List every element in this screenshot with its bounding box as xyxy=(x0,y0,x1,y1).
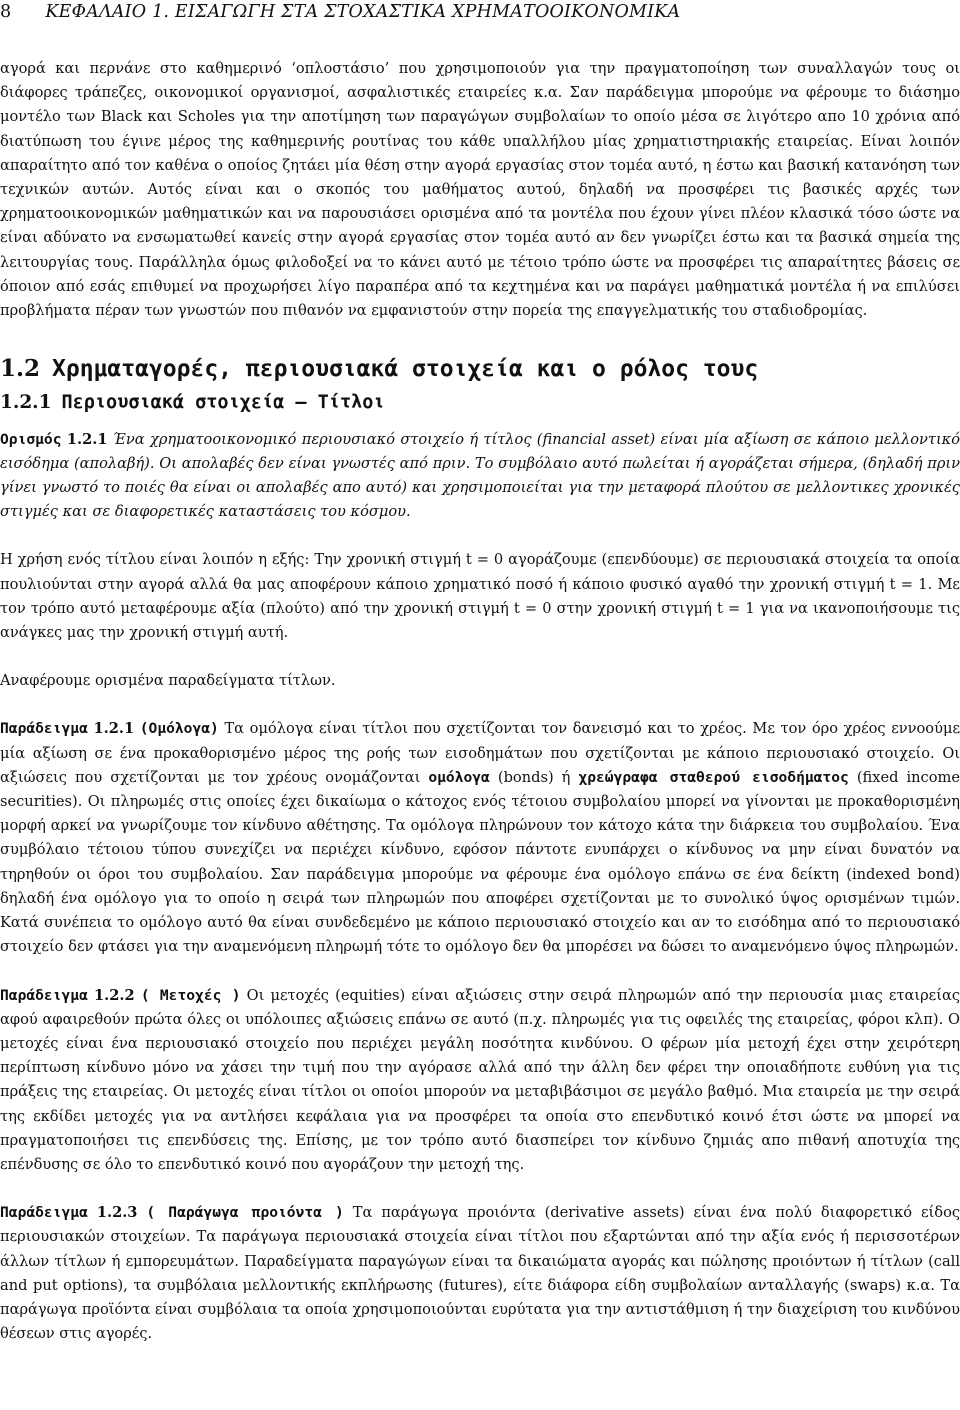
example-equities xyxy=(0,984,960,1178)
example-label: Παράδειγμα xyxy=(0,720,88,738)
example-text: Οι μετοχές (equities) είναι αξιώσεις στην σειρά πληρωμών από την περιουσία μιας εταιρείας αφού αφαιρεθούν πρώτα όλες οι υπόλοιπες αξιώσεις επάνω σε αυτό (π.χ. πληρωμές για τις οφειλές της εταιρείας, φόροι κλπ). Ο μετοχές είναι ένα περιουσιακό στοιχείο που περιέχει μεγάλη ποσότητα κινδύνου. Ο φέρων μία μετοχή έχει στην χειρότερη περίπτωση κίνδυνο μόνο να χάσει την τιμή που την αγόρασε αλλά από την άλλη δεν φέρει την οποιαδήποτε ευθύνη για τις πράξεις της εταιρείας. Οι μετοχές είναι τίτλοι οι οποίοι μπορούν να μεταβιβάσιμοι σε μεγάλο βαθμό. Μια εταιρεία με την σειρά της εκδίδει μετοχές για να αντλήσει κεφάλαια για να προσφέρει τα οποία στο επενδυτικό κοινό έτσι ώστε να μπορεί να πραγματοποιήσει τις επενδύσεις της. Επίσης, με τον τρόπο αυτό διασπείρει τον κίνδυνο ζημιάς απο πιθανή αποτυχία της επένδυσης σε όλο το επενδυτικό κοινό που αγοράζουν την μετοχή της. xyxy=(0,986,960,1173)
example-text: Τα ομόλογα είναι τίτλοι που σχετίζονται τον δανεισμό και το χρέος. Με τον όρο χρέος εννοούμε μία αξίωση σε ένα προκαθορισμένο μέρος της ροής των εισοδημάτων που σχετίζονται με κάποιο περιουσιακό στοιχείο. Οι αξιώσεις που σχετίζονται με τον χρέους ονομάζονται xyxy=(0,720,960,786)
page-body xyxy=(0,57,960,1346)
example-number: 1.2.2 xyxy=(94,986,135,1004)
definition-text: Ένα χρηματοοικονομικό περιουσιακό στοιχείο ή τίτλος (financial asset) είναι μία αξίωση σε κάποιο μελλοντικό εισόδημα (απολαβή). Οι απολαβές δεν είναι γνωστές από πριν. Το συμβόλαιο αυτό πωλείται ή αγοράζεται σήμερα, (δηλαδή πριν γίνει γνωστό το ποιές θα είναι οι απολαβές απο αυτό) και χρησιμοποιείται για την μεταφορά πλούτου σε μελλοντικες χρονικές στιγμές και σε διαφορετικές καταστάσεις του κόσμου. xyxy=(0,430,960,521)
intro-paragraph: αγορά και περνάνε στο καθημερινό ‘οπλοστάσιο’ που χρησιμοποιούν για την πραγματοποίηση των συναλλαγών τους οι διάφορες τράπεζες, οικονομικοί οργανισμοί, ασφαλιστικές εταιρείες κ.α. Σαν παράδειγμα μπορούμε να φέρουμε το διάσημο μοντέλο των Black και Scholes για την αποτίμηση των παραγώγων συμβολαίων το οποίο μέσα σε λιγότερο απο 10 χρόνια από διατύπωση του έγινε μέρος της καθημερινής ρουτίνας του κάθε υπαλλήλου μίας χρηματιστηριακής εταιρείας. Είναι λοιπόν απαραίτητο από τον καθένα ο οποίος ζητάει μία θέση στην αγορά εργασίας στον τομέα αυτό, η έστω και βασική κατανόηση των τεχνικών αυτών. Αυτός είναι και ο σκοπός του μαθήματος αυτού, δηλαδή να προσφέρει τις βασικές αρχές των χρηματοοικονομικών μαθηματικών και να παρουσιάσει ορισμένα από τα μοντέλα που έχουν γίνει πλέον κλασικά τόσο ώστε να είναι αδύνατο να ενσωματωθεί κανείς στην αγορά εργασίας στον τομέα αυτό αν δεν γνωρίζει έστω και τα βασικά σημεία της λειτουργίας τους. Παράλληλα όμως φιλοδοξεί να το κάνει αυτό με τέτοιο τρόπο ώστε να προσφέρει τις απαραίτητες βάσεις σε όποιον από εσάς επιθυμεί να προχωρήσει λίγο παραπέρα από τα κεχτημένα και να παράγει μαθηματικά μοντέλα ή να επιλύσει προβλήματα πέραν των γνωστών που πιθανόν να εμφανιστούν στην πορεία της επαγγελματικής του σταδιοδρομίας. xyxy=(0,60,960,320)
example-bonds xyxy=(0,717,960,959)
definition-number: 1.2.1 xyxy=(66,430,108,448)
chapter-title: ΚΕΦΑΛΑΙΟ 1. ΕΙΣΑΓΩΓΗ ΣΤΑ ΣΤΟΧΑΣΤΙΚΑ ΧΡΗΜΑΤΟΟΙΚΟΝΟΜΙΚΑ xyxy=(45,2,681,22)
subsection-heading xyxy=(0,391,960,415)
example-text: (bonds) ή xyxy=(497,768,571,786)
definition-label: Ορισμός xyxy=(0,430,62,448)
example-text: (fixed income securities). Οι πληρωμές στις οποίες έχει δικαίωμα ο κάτοχος ενός τέτοιου συμβολαίου μπορεί να γίνονται με προκαθορισμένη μορφή αρκεί να γνωρίζουμε τον κίνδυνο αθέτησης. Τα ομόλογα πληρώνουν τον κάτοχο κάτα την διάρκεια του συμβολαίου. Ένα συμβόλαιο τέτοιου τύπου συνεχίζει να περιέχει κίνδυνο, εφόσον πάντοτε ενυπάρχει ο κίνδυνος να μην είναι δυνατόν να τηρηθούν οι όροι του συμβολαίου. Σαν παράδειγμα μπορούμε να φέρουμε ένα ομόλογο επάνω σε ένα δείκτη (indexed bond) δηλαδή ένα ομόλογο για το οποίο η σειρά των πληρωμών που αποφέρει σχετίζονται με το συνολικό ύψος ορισμένων τιμών. Κατά συνέπεια το ομόλογο αυτό θα είναι συνδεδεμένο με κάποιο περιουσιακό στοιχείο και αν το εισόδημα από το περιουσιακό στοιχείο δεν φτάσει για την αναμενόμενη πληρωμή τότε το ομόλογο δεν θα μπορέσει να δώσει το αναμενόμενο ύψος πληρωμών. xyxy=(0,768,960,956)
example-title: (Ομόλογα) xyxy=(139,720,219,738)
subsection-number: 1.2.1 xyxy=(0,392,52,414)
example-number: 1.2.3 xyxy=(96,1204,138,1222)
definition-block xyxy=(0,428,960,525)
example-text: Τα παράγωγα προιόντα (derivative assets) είναι ένα πολύ διαφορετικό είδος περιουσιακών στοιχείων. Τα παράγωγα περιουσιακά στοιχεία είναι τίτλοι που εξαρτώνται από την αξία ενός ή περισσοτέρων άλλων τίτλων ή εμπορευμάτων. Παραδείγματα παραγώγων είναι τα δικαιώματα αγοράς και πώλησης προιόντων ή τίτλων (call and put options), τα συμβόλαια μελλοντικής εκπλήρωσης (futures), είτε διάφορα είδη συμβολαίων ανταλλαγής (swaps) κ.α. Τα παράγωγα προϊόντα είναι συμβόλαια τα οποία χρησιμοποιούνται ευρύτατα για την αντιστάθμιση ή την διαχείριση του κινδύνου θέσεων στις αγορές. xyxy=(0,1204,960,1343)
usage-paragraph: Η χρήση ενός τίτλου είναι λοιπόν η εξής: Την χρονική στιγμή t = 0 αγοράζουμε (επενδύουμε) σε περιουσιακά στοιχεία τα οποία πουλιούνται στην αγορά αλλά θα μας αποφέρουν κάποιο χρηματικό ποσό ή κάποιο φυσικό αγαθό την χρονική στιγμή t = 1. Με τον τρόπο αυτό μεταφέρουμε αξία (πλούτο) από την χρονική στιγμή t = 0 στην χρονική στιγμή t = 1 για να ικανοποιήσουμε τις ανάγκες μας την χρονική στιγμή αυτή. xyxy=(0,551,960,642)
example-derivatives xyxy=(0,1201,960,1346)
section-number: 1.2 xyxy=(0,355,41,383)
subsection-title: Περιουσιακά στοιχεία – Τίτλοι xyxy=(61,392,385,414)
example-label: Παράδειγμα xyxy=(0,1204,88,1222)
example-label: Παράδειγμα xyxy=(0,986,88,1004)
section-heading xyxy=(0,357,960,381)
example-title: ( Παράγωγα προιόντα ) xyxy=(146,1204,344,1222)
keyword-fixed-income: χρεώγραφα σταθερού εισοδήματος xyxy=(578,768,849,786)
keyword-bonds: ομόλογα xyxy=(428,768,490,786)
page-number: 8 xyxy=(0,2,12,22)
example-title: ( Μετοχές ) xyxy=(140,986,241,1004)
examples-intro: Αναφέρουμε ορισμένα παραδείγματα τίτλων. xyxy=(0,672,336,690)
section-title: Χρηματαγορές, περιουσιακά στοιχεία και ο ρόλος τους xyxy=(52,356,759,383)
example-number: 1.2.1 xyxy=(93,720,135,738)
running-header xyxy=(0,2,960,22)
